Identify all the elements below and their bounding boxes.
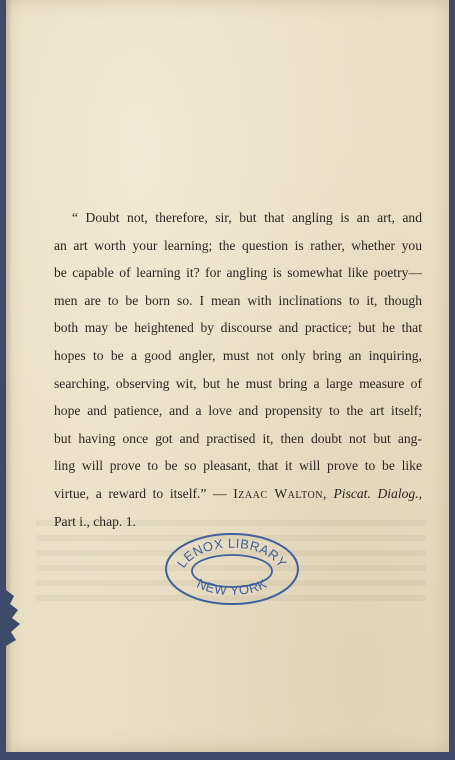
stamp-graphic	[163, 531, 301, 607]
quote-line: be capable of learning it? for angling is somewhat like poetry—	[54, 265, 422, 281]
svg-text:NEW YORK	[195, 576, 270, 598]
attribution-lead: virtue, a reward to itself.” —	[54, 485, 227, 501]
show-through-title	[66, 72, 446, 110]
quote-line: ling will prove to be so pleasant, that it will prove to be like	[54, 458, 422, 474]
epigraph-quote	[54, 204, 422, 535]
work-title: Piscat. Dialog.,	[333, 485, 423, 501]
torn-edge	[0, 590, 24, 650]
quote-line: searching, observing wit, but he must bring a large measure of	[54, 375, 422, 391]
document-page	[6, 0, 449, 752]
quote-line: hopes to be a good angler, must not only bring an inquiring,	[54, 347, 422, 363]
quote-line: but having once got and practised it, then doubt not but ang-	[54, 430, 422, 446]
show-through-subtitle	[116, 156, 376, 182]
quote-line: “ Doubt not, therefore, sir, but that angling is an art, and	[72, 210, 422, 225]
attribution-line	[54, 480, 422, 508]
stamp-bottom-text: NEW YORK	[194, 575, 270, 599]
author-name: Izaac Walton,	[233, 485, 327, 501]
quote-line: both may be heightened by discourse and practice; but he that	[54, 320, 422, 336]
quote-line: an art worth your learning; the question is rather, whether you	[54, 237, 422, 253]
quote-line: hope and patience, and a love and propensity to the art itself;	[54, 403, 422, 419]
library-stamp	[163, 531, 301, 607]
stamp-top-text: LENOX LIBRARY	[173, 535, 291, 571]
citation-part: Part i., chap. 1.	[54, 513, 136, 529]
quote-line: men are to be born so. I mean with inclinations to it, though	[54, 292, 422, 308]
